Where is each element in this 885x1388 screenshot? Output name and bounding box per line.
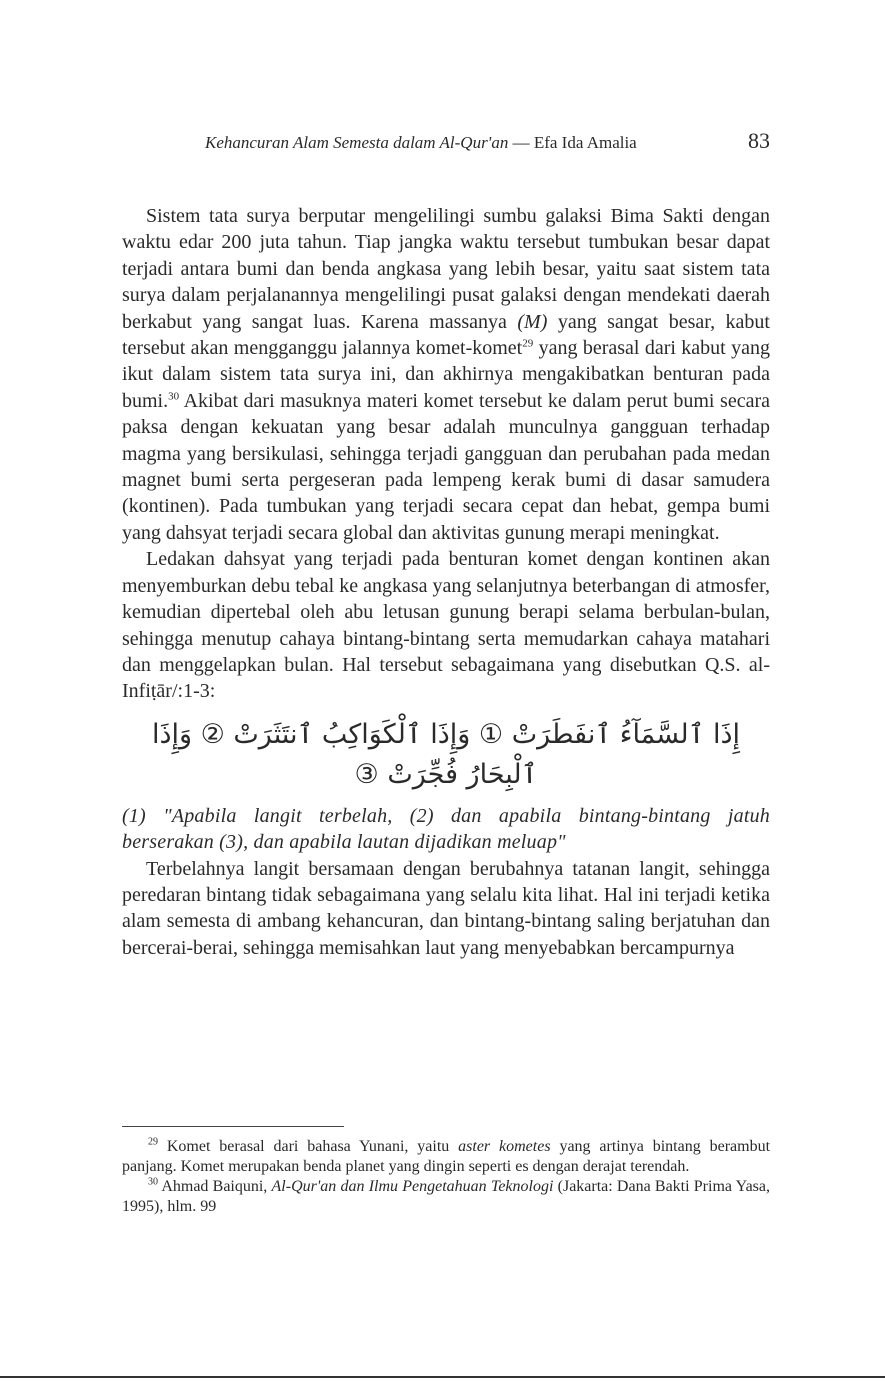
footnote-ref-29[interactable]: 29 (522, 337, 534, 350)
footnote-separator (122, 1126, 344, 1127)
running-header (205, 128, 770, 154)
main-text (122, 203, 770, 961)
paragraph-1-part-c: yang berasal dari kabut yang ikut dalam sistem tata surya ini, dan akhirnya mengakibatkan benturan pada bumi. (122, 337, 770, 412)
footnote-30-book-title: Al-Qur'an dan Ilmu Pengetahuan Teknologi (271, 1178, 554, 1195)
mass-symbol: (M) (517, 310, 548, 333)
page-bottom-edge (0, 1376, 885, 1378)
paragraph-1 (122, 203, 770, 546)
footnote-30-mark: 30 (148, 1176, 158, 1188)
footnote-ref-30[interactable]: 30 (168, 390, 180, 403)
footnote-29-mark: 29 (148, 1136, 158, 1148)
footnote-30-text-a: Ahmad Baiquni, (158, 1178, 272, 1195)
paragraph-3: Terbelahnya langit bersamaan dengan berubahnya tatanan langit, sehingga peredaran bintang tidak sebagaimana yang selalu kita lihat. Hal ini terjadi ketika alam semesta di ambang kehancuran, dan bintang-bintang saling berjatuhan dan bercerai-berai, sehingga memisahkan laut yang menyebabkan bercampurnya (122, 857, 770, 959)
page-number: 83 (748, 128, 770, 153)
paragraph-1-part-d: Akibat dari masuknya materi komet tersebut ke dalam perut bumi secara paksa dengan kekuatan yang besar adalah munculnya gangguan terhadap magma yang bersikulasi, sehingga terjadi gangguan dan perubahan pada medan magnet bumi serta pergeseran pada lempeng kerak bumi di dasar samudera (kontinen). Pada tumbukan yang terjadi secara cepat dan hebat, gempa bumi yang dahsyat terjadi secara global dan aktivitas gunung merapi meningkat. (122, 389, 770, 544)
footnote-29-term: aster kometes (458, 1138, 551, 1155)
running-title-line (205, 133, 637, 153)
verse-translation: (1) "Apabila langit terbelah, (2) dan apabila bintang-bintang jatuh berserakan (3), dan apabila lautan dijadikan meluap" (122, 804, 770, 854)
footnote-29-text-a: Komet berasal dari bahasa Yunani, yaitu (158, 1138, 459, 1155)
paragraph-1-part-b: yang sangat besar, kabut tersebut akan mengganggu jalannya komet-komet (122, 310, 770, 360)
footnote-30 (122, 1177, 770, 1217)
footnote-29 (122, 1137, 770, 1177)
quran-verse-arabic: إِذَا ٱلسَّمَآءُ ٱنفَطَرَتْ ① وَإِذَا ٱلْكَوَاكِبُ ٱنتَثَرَتْ ② وَإِذَا ٱلْبِحَارُ فُجِّرَتْ ③ (151, 718, 741, 790)
paragraph-2: Ledakan dahsyat yang terjadi pada benturan komet dengan kontinen akan menyemburkan debu tebal ke angkasa yang selanjutnya beterbangan di atmosfer, kemudian dipertebal oleh abu letusan gunung berapi selama berbulan-bulan, sehingga menutup cahaya bintang-bintang serta memudarkan cahaya matahari dan menggelapkan bulan. Hal tersebut sebagaimana yang disebutkan Q.S. al-Infiṭār/:1-3: (122, 548, 770, 703)
running-title: Kehancuran Alam Semesta dalam Al-Qur'an (205, 133, 509, 152)
footnotes (122, 1137, 770, 1217)
paragraph-1-part-a: Sistem tata surya berputar mengelilingi sumbu galaksi Bima Sakti dengan waktu edar 200 juta tahun. Tiap jangka waktu tersebut tumbukan besar dapat terjadi antara bumi dan benda angkasa yang lebih besar, yaitu saat sistem tata surya dalam perjalanannya mengelilingi pusat galaksi dengan mendekati daerah berkabut yang sangat luas. Karena massanya (122, 205, 770, 333)
footnote-30-text-b: (Jakarta: Dana Bakti Prima Yasa, 1995), hlm. 99 (122, 1178, 770, 1215)
running-author: — Efa Ida Amalia (512, 133, 637, 152)
footnote-29-text-b: yang artinya bintang berambut panjang. Komet merupakan benda planet yang dingin seperti es dengan derajat terendah. (122, 1138, 771, 1175)
